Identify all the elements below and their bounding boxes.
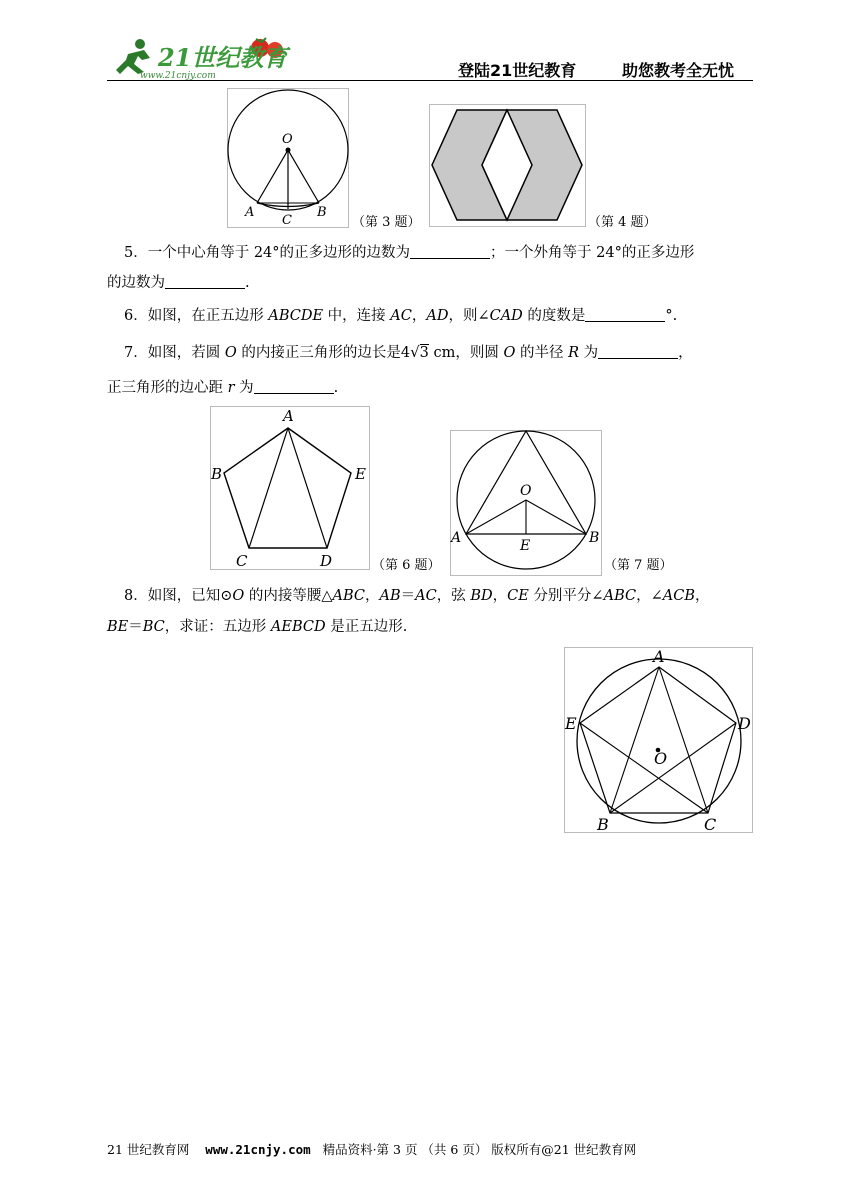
fig8-label-O: O xyxy=(654,749,668,768)
fig3-label-A: A xyxy=(245,205,255,220)
fig4-caption: （第 4 题） xyxy=(588,215,657,230)
figure-6 xyxy=(210,406,370,574)
footer-site: 21 世纪教育网 xyxy=(107,1142,190,1157)
fig8-label-E: E xyxy=(565,714,577,733)
fig7-label-O: O xyxy=(520,483,532,499)
header-slogan-right: 助您教考全无忧 xyxy=(622,61,735,80)
q8-line2: BE＝BC，求证：五边形 AEBCD 是正五边形. xyxy=(107,619,408,635)
fig6-label-C: C xyxy=(236,552,248,570)
fig6-label-D: D xyxy=(320,552,333,570)
logo-text: 21世纪教育 xyxy=(158,43,288,72)
q7-line2: 正三角形的边心距 r 为 . xyxy=(107,380,339,396)
q6-blank[interactable] xyxy=(585,307,665,322)
q7-line1: 7．如图，若圆 O 的内接正三角形的边长是4√3 cm，则圆 O 的半径 R 为 ， xyxy=(124,343,693,361)
header-divider xyxy=(107,80,753,81)
fig8-label-C: C xyxy=(704,815,717,833)
page-footer xyxy=(107,1140,636,1158)
fig6-label-E: E xyxy=(355,465,366,483)
fig6-label-A: A xyxy=(283,407,294,425)
fig3-label-O: O xyxy=(282,132,293,147)
footer-url[interactable]: www.21cnjy.com xyxy=(205,1142,311,1157)
fig7-caption: （第 7 题） xyxy=(604,558,673,573)
q8-line1: 8．如图，已知⊙O 的内接等腰△ABC，AB＝AC，弦 BD，CE 分别平分∠ABC，∠ACB， xyxy=(124,588,710,604)
fig6-caption: （第 6 题） xyxy=(372,558,441,573)
fig3-label-C: C xyxy=(282,213,292,228)
figure-7 xyxy=(450,430,602,580)
q6-line: 6．如图，在正五边形 ABCDE 中，连接 AC，AD，则∠CAD 的度数是 °. xyxy=(124,308,678,324)
fig6-label-B: B xyxy=(211,465,223,483)
figure-4 xyxy=(429,104,586,231)
fig7-label-A: A xyxy=(451,530,462,546)
figure-8 xyxy=(564,647,753,837)
fig3-caption: （第 3 题） xyxy=(352,215,421,230)
q5-blank-2[interactable] xyxy=(165,274,245,289)
fig7-label-B: B xyxy=(589,530,600,546)
fig8-label-D: D xyxy=(738,714,751,733)
q7-blank-2[interactable] xyxy=(254,379,334,394)
fig3-label-B: B xyxy=(317,205,327,220)
footer-info: 精品资料·第 3 页 （共 6 页） 版权所有@21 世纪教育网 xyxy=(322,1142,637,1157)
figure-3 xyxy=(227,88,349,232)
header-slogan-left: 登陆21世纪教育 xyxy=(458,61,577,80)
q5-line2: 的边数为 . xyxy=(107,275,250,291)
q5-line1: 5．一个中心角等于 24°的正多边形的边数为 ；一个外角等于 24°的正多边形 xyxy=(124,245,695,261)
fig7-label-E: E xyxy=(520,538,531,554)
q7-blank-1[interactable] xyxy=(598,344,678,359)
logo-url: www.21cnjy.com xyxy=(140,71,216,80)
fig8-label-B: B xyxy=(597,815,609,833)
q5-blank-1[interactable] xyxy=(410,244,490,259)
fig8-label-A: A xyxy=(653,647,665,666)
site-logo xyxy=(110,34,300,80)
